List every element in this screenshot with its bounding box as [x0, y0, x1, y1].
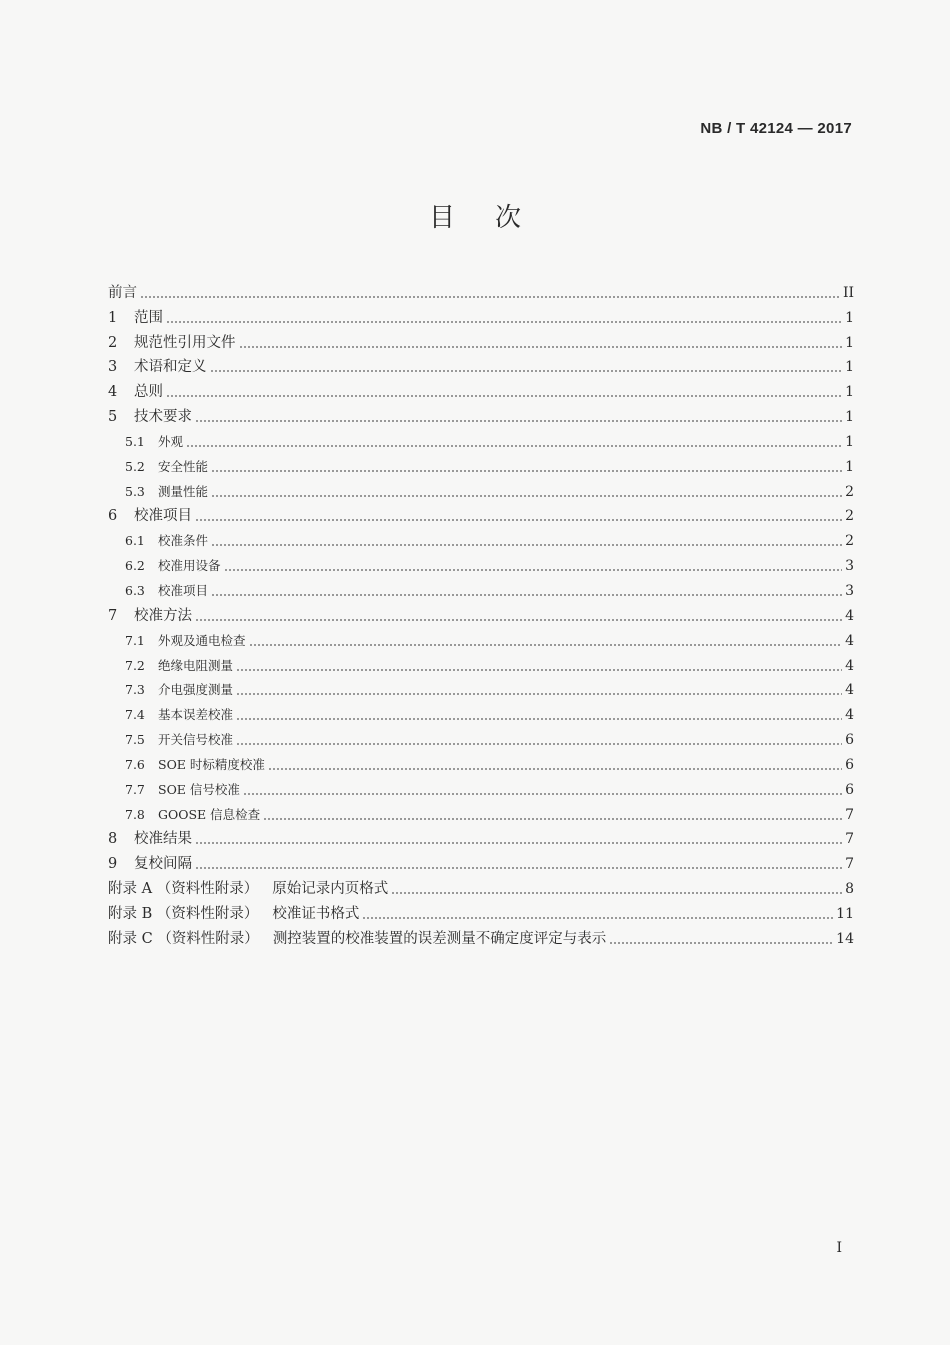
toc-entry[interactable] — [108, 452, 854, 477]
dot-leader — [186, 445, 842, 447]
toc-entry-number: 8 — [108, 831, 118, 848]
toc-entry[interactable] — [108, 849, 854, 874]
toc-entry[interactable] — [108, 899, 854, 924]
toc-entry-title: 范围 — [134, 309, 163, 326]
toc-entry-number: 5.1 — [125, 433, 145, 449]
toc-entry[interactable] — [108, 328, 854, 353]
dot-leader — [140, 296, 840, 298]
toc-entry[interactable] — [108, 725, 854, 750]
toc-entry-title: 校准证书格式 — [272, 905, 360, 922]
toc-entry-page: 4 — [845, 657, 854, 674]
toc-entry-page: 6 — [845, 781, 854, 798]
table-of-contents — [108, 278, 854, 949]
dot-leader — [249, 644, 843, 646]
toc-entry-number: 7.6 — [125, 756, 145, 772]
dot-leader — [224, 569, 843, 571]
toc-entry-title: 外观 — [158, 433, 184, 449]
dot-leader — [263, 818, 842, 820]
toc-entry[interactable] — [108, 700, 854, 725]
toc-entry[interactable] — [108, 303, 854, 328]
toc-entry-number: 9 — [108, 856, 118, 873]
toc-entry[interactable] — [108, 924, 854, 949]
dot-leader — [166, 395, 842, 397]
dot-leader — [236, 743, 842, 745]
dot-leader — [195, 619, 842, 621]
toc-entry-number: 附录 C （资料性附录） — [108, 930, 259, 947]
toc-entry[interactable] — [108, 874, 854, 899]
toc-entry-page: 4 — [845, 682, 854, 699]
toc-entry-number: 5.2 — [125, 458, 145, 474]
toc-entry[interactable] — [108, 651, 854, 676]
toc-entry-page: 1 — [845, 409, 854, 426]
toc-entry-number: 6.2 — [125, 558, 145, 574]
toc-entry[interactable] — [108, 551, 854, 576]
standard-code: NB / T 42124 — 2017 — [700, 120, 852, 137]
dot-leader — [236, 718, 842, 720]
page-number: I — [836, 1240, 842, 1256]
toc-entry-title: 介电强度测量 — [158, 682, 234, 698]
dot-leader — [211, 470, 842, 472]
toc-entry-number: 7 — [108, 607, 118, 624]
toc-entry-title: 总则 — [134, 384, 163, 401]
toc-entry-number: 3 — [108, 359, 118, 376]
toc-entry[interactable] — [108, 278, 854, 303]
dot-leader — [195, 420, 842, 422]
toc-entry-number: 6.3 — [125, 582, 145, 598]
toc-entry[interactable] — [108, 676, 854, 701]
toc-entry-title: 校准结果 — [134, 831, 192, 848]
toc-entry-number: 7.1 — [125, 632, 145, 648]
toc-entry-number: 7.4 — [125, 707, 145, 723]
dot-leader — [195, 519, 842, 521]
toc-entry-number: 4 — [108, 384, 118, 401]
toc-entry-page: 7 — [845, 831, 854, 848]
toc-entry-page: 4 — [845, 632, 854, 649]
toc-entry-number: 附录 B （资料性附录） — [108, 905, 259, 922]
toc-entry-page: 2 — [845, 483, 854, 500]
dot-leader — [236, 669, 842, 671]
toc-entry-title: 校准项目 — [134, 508, 192, 525]
toc-entry-page: 1 — [845, 458, 854, 475]
toc-entry-title: 测控装置的校准装置的误差测量不确定度评定与表示 — [272, 930, 607, 947]
toc-entry[interactable] — [108, 353, 854, 378]
toc-entry-title: 原始记录内页格式 — [272, 881, 389, 898]
toc-entry-title: 校准项目 — [158, 582, 209, 598]
toc-entry-title: 校准用设备 — [158, 558, 221, 574]
toc-entry-page: 7 — [845, 856, 854, 873]
toc-entry-page: 7 — [845, 806, 854, 823]
toc-entry-title: 规范性引用文件 — [134, 334, 236, 351]
toc-entry-page: 11 — [836, 905, 854, 922]
toc-entry-number: 5 — [108, 409, 118, 426]
toc-entry-page: 8 — [845, 881, 854, 898]
toc-entry[interactable] — [108, 601, 854, 626]
toc-entry-title: 外观及通电检查 — [158, 632, 246, 648]
toc-entry[interactable] — [108, 377, 854, 402]
dot-leader — [362, 917, 833, 919]
toc-entry-page: 6 — [845, 756, 854, 773]
dot-leader — [268, 768, 842, 770]
toc-entry-number: 5.3 — [125, 483, 145, 499]
toc-entry-title: SOE 信号校准 — [158, 781, 240, 797]
dot-leader — [211, 544, 842, 546]
toc-entry[interactable] — [108, 626, 854, 651]
dot-leader — [195, 842, 842, 844]
toc-entry-page: 2 — [845, 508, 854, 525]
toc-entry-title: 校准方法 — [134, 607, 192, 624]
toc-entry-page: 3 — [845, 558, 854, 575]
toc-entry-title: SOE 时标精度校准 — [158, 756, 265, 772]
toc-entry[interactable] — [108, 502, 854, 527]
dot-leader — [195, 867, 842, 869]
dot-leader — [211, 495, 842, 497]
toc-entry-page: 14 — [836, 930, 854, 947]
toc-entry-page: 4 — [845, 707, 854, 724]
toc-entry-number: 7.3 — [125, 682, 145, 698]
toc-entry[interactable] — [108, 576, 854, 601]
toc-entry-page: 1 — [845, 309, 854, 326]
toc-entry-title: 测量性能 — [158, 483, 209, 499]
toc-entry-number: 7.2 — [125, 657, 145, 673]
dot-leader — [239, 346, 843, 348]
toc-entry-number: 7.5 — [125, 732, 145, 748]
dot-leader — [210, 370, 843, 372]
toc-entry[interactable] — [108, 750, 854, 775]
dot-leader — [166, 321, 842, 323]
toc-entry-page: 6 — [845, 732, 854, 749]
toc-entry-title: 术语和定义 — [134, 359, 207, 376]
page-title: 目次 — [428, 203, 561, 233]
toc-entry-page: 1 — [845, 334, 854, 351]
toc-entry[interactable] — [108, 526, 854, 551]
toc-entry-title: 安全性能 — [158, 458, 209, 474]
toc-entry-title: GOOSE 信息检查 — [158, 806, 261, 822]
dot-leader — [211, 594, 842, 596]
dot-leader — [609, 942, 833, 944]
toc-entry-title: 技术要求 — [134, 409, 192, 426]
toc-entry[interactable] — [108, 825, 854, 850]
toc-entry-title: 校准条件 — [158, 533, 209, 549]
toc-entry[interactable] — [108, 402, 854, 427]
dot-leader — [236, 693, 842, 695]
toc-entry-page: 1 — [845, 433, 854, 450]
toc-entry[interactable] — [108, 800, 854, 825]
toc-entry-page: 1 — [845, 359, 854, 376]
toc-entry-number: 附录 A （资料性附录） — [108, 881, 259, 898]
toc-entry-number: 1 — [108, 309, 118, 326]
toc-entry-number: 6 — [108, 508, 118, 525]
toc-entry-title: 开关信号校准 — [158, 732, 234, 748]
toc-entry-title: 复校间隔 — [134, 856, 192, 873]
toc-entry-number: 7.7 — [125, 781, 145, 797]
toc-entry-page: II — [842, 284, 854, 301]
toc-entry[interactable] — [108, 775, 854, 800]
dot-leader — [391, 892, 842, 894]
toc-entry[interactable] — [108, 427, 854, 452]
toc-entry-page: 3 — [845, 582, 854, 599]
toc-entry-number: 6.1 — [125, 533, 145, 549]
toc-entry-number: 2 — [108, 334, 118, 351]
toc-entry-number: 7.8 — [125, 806, 145, 822]
toc-entry-page: 2 — [845, 533, 854, 550]
toc-entry-page: 1 — [845, 384, 854, 401]
dot-leader — [243, 793, 842, 795]
toc-entry-title: 绝缘电阻测量 — [158, 657, 234, 673]
toc-entry-title: 前言 — [108, 284, 137, 301]
toc-entry-page: 4 — [845, 607, 854, 624]
toc-entry-title: 基本误差校准 — [158, 707, 234, 723]
toc-entry[interactable] — [108, 477, 854, 502]
